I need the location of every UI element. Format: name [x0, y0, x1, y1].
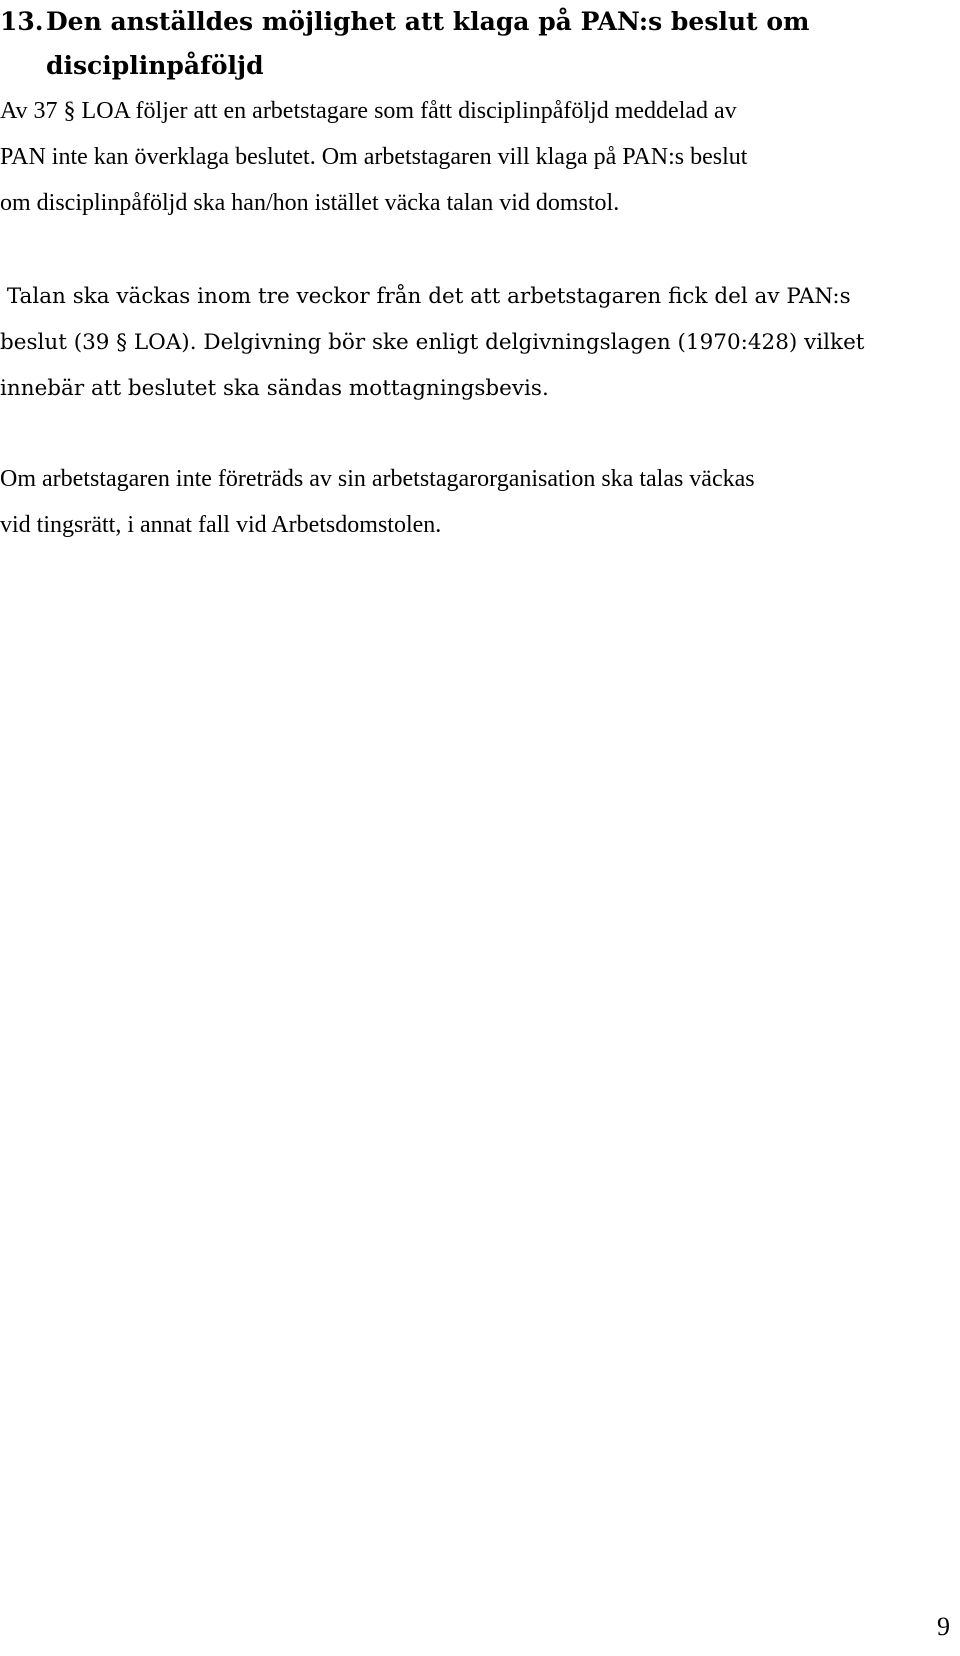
- paragraph-line: PAN inte kan överklaga beslutet. Om arbetstagaren vill klaga på PAN:s beslut: [0, 144, 748, 170]
- section-title-line-1: Den anställdes möjlighet att klaga på PAN:s beslut om: [46, 7, 810, 36]
- paragraph-court: [0, 456, 950, 548]
- paragraph-line: Av 37 § LOA följer att en arbetstagare som fått disciplinpåföljd meddelad av: [0, 98, 737, 124]
- paragraph-deadline: [0, 274, 950, 412]
- paragraph-line: om disciplinpåföljd ska han/hon istället väcka talan vid domstol.: [0, 190, 620, 216]
- page-number: 9: [937, 1612, 950, 1641]
- paragraph-line: vid tingsrätt, i annat fall vid Arbetsdomstolen.: [0, 512, 442, 538]
- paragraph-line: Talan ska väckas inom tre veckor från det att arbetstagaren fick del av PAN:s: [0, 284, 851, 309]
- section-number: 13.: [0, 7, 44, 36]
- section-title-line-2: disciplinpåföljd: [46, 51, 264, 80]
- paragraph-line: beslut (39 § LOA). Delgivning bör ske enligt delgivningslagen (1970:428) vilket: [0, 330, 865, 355]
- paragraph-line: innebär att beslutet ska sändas mottagningsbevis.: [0, 376, 549, 401]
- section-heading: [0, 0, 940, 88]
- paragraph-appeal-rule: [0, 88, 950, 226]
- paragraph-line: Om arbetstagaren inte företräds av sin arbetstagarorganisation ska talas väckas: [0, 466, 755, 492]
